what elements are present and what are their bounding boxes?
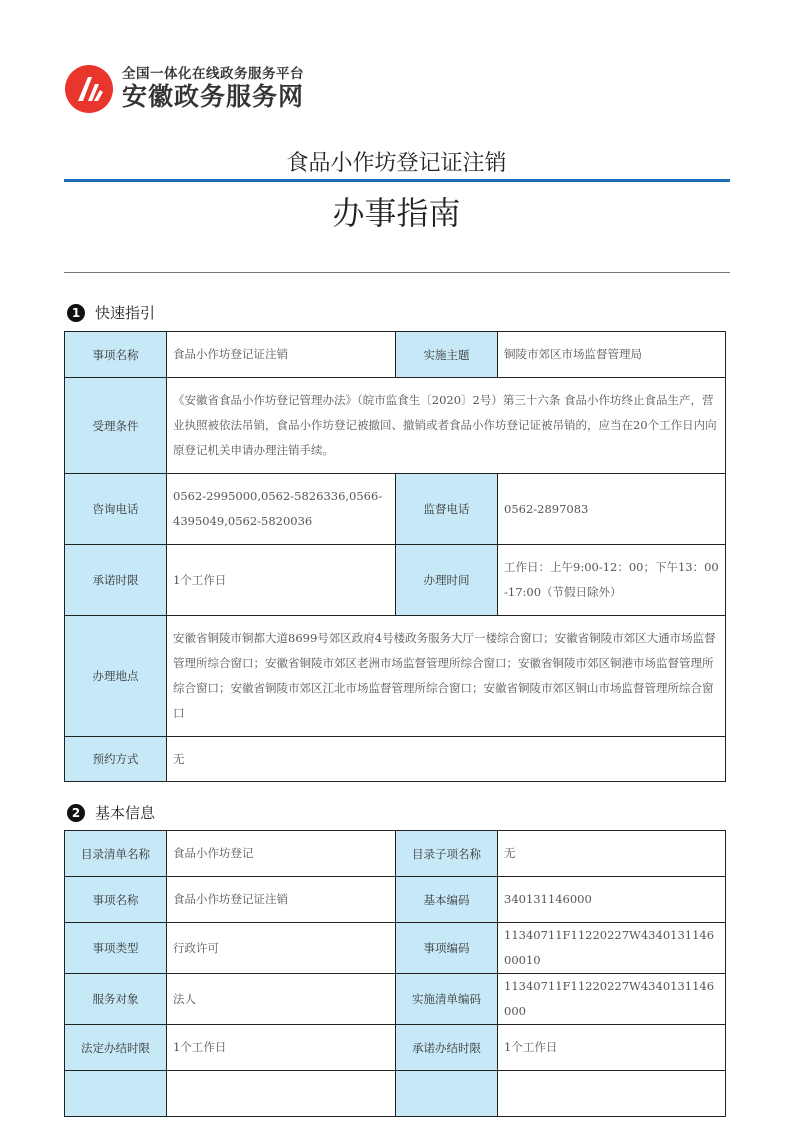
table-row xyxy=(65,616,726,737)
title-divider xyxy=(64,179,730,182)
location-label: 办理地点 xyxy=(65,616,167,737)
catalog-name-label: 目录清单名称 xyxy=(65,831,167,877)
document-subtitle: 办事指南 xyxy=(332,194,461,232)
table-row xyxy=(65,737,726,782)
empty-cell xyxy=(65,1071,167,1117)
supervise-phone-value: 0562-2897083 xyxy=(498,474,726,545)
consult-phone-label: 咨询电话 xyxy=(65,474,167,545)
section-title: 基本信息 xyxy=(95,804,156,822)
legal-limit-label: 法定办结时限 xyxy=(65,1025,167,1071)
item-name-value: 食品小作坊登记证注销 xyxy=(167,877,396,923)
basic-code-value: 340131146000 xyxy=(498,877,726,923)
empty-cell xyxy=(167,1071,396,1117)
table-row xyxy=(65,831,726,877)
legal-limit-value: 1个工作日 xyxy=(167,1025,396,1071)
platform-name: 全国一体化在线政务服务平台 xyxy=(122,66,304,82)
anhui-logo-icon xyxy=(64,64,114,114)
document-title: 食品小作坊登记证注销 xyxy=(286,151,507,176)
site-name: 安徽政务服务网 xyxy=(122,82,305,111)
item-code-value: 11340711F11220227W434013114600010 xyxy=(498,923,726,974)
section-number-badge: 2 xyxy=(67,804,85,822)
table-row xyxy=(65,1071,726,1117)
conditions-value: 《安徽省食品小作坊登记管理办法》（皖市监食生〔2020〕2号）第三十六条 食品小作坊终止食品生产，营业执照被依法吊销，食品小作坊登记被撤回、撤销或者食品小作坊登记证被吊销的，应当在20个工作日内向原登记机关申请办理注销手续。 xyxy=(167,378,726,474)
item-name-label: 事项名称 xyxy=(65,877,167,923)
implementer-value: 铜陵市郊区市场监督管理局 xyxy=(498,332,726,378)
conditions-label: 受理条件 xyxy=(65,378,167,474)
supervise-phone-label: 监督电话 xyxy=(396,474,498,545)
catalog-name-value: 食品小作坊登记 xyxy=(167,831,396,877)
item-code-label: 事项编码 xyxy=(396,923,498,974)
section-title: 快速指引 xyxy=(95,304,156,322)
promise-time-label: 承诺时限 xyxy=(65,545,167,616)
section-quick-guide-heading xyxy=(67,302,155,323)
service-target-label: 服务对象 xyxy=(65,974,167,1025)
catalog-sub-label: 目录子项名称 xyxy=(396,831,498,877)
promise-limit-label: 承诺办结时限 xyxy=(396,1025,498,1071)
office-hours-label: 办理时间 xyxy=(396,545,498,616)
item-name-label: 事项名称 xyxy=(65,332,167,378)
promise-time-value: 1个工作日 xyxy=(167,545,396,616)
implementer-label: 实施主题 xyxy=(396,332,498,378)
table-row xyxy=(65,974,726,1025)
table-row xyxy=(65,474,726,545)
item-type-label: 事项类型 xyxy=(65,923,167,974)
appointment-label: 预约方式 xyxy=(65,737,167,782)
section-number-badge: 1 xyxy=(67,304,85,322)
basic-info-table xyxy=(64,830,726,1117)
service-target-value: 法人 xyxy=(167,974,396,1025)
impl-list-code-label: 实施清单编码 xyxy=(396,974,498,1025)
empty-cell xyxy=(396,1071,498,1117)
basic-code-label: 基本编码 xyxy=(396,877,498,923)
table-row xyxy=(65,923,726,974)
empty-cell xyxy=(498,1071,726,1117)
office-hours-value: 工作日：上午9:00-12：00；下午13：00-17:00（节假日除外） xyxy=(498,545,726,616)
table-row xyxy=(65,332,726,378)
location-value: 安徽省铜陵市铜都大道8699号郊区政府4号楼政务服务大厅一楼综合窗口；安徽省铜陵市郊区大通市场监督管理所综合窗口；安徽省铜陵市郊区老洲市场监督管理所综合窗口；安徽省铜陵市郊区铜港市场监督管理所综合窗口；安徽省铜陵市郊区江北市场监督管理所综合窗口；安徽省铜陵市郊区铜山市场监督管理所综合窗口 xyxy=(167,616,726,737)
table-row xyxy=(65,877,726,923)
item-name-value: 食品小作坊登记证注销 xyxy=(167,332,396,378)
table-row xyxy=(65,1025,726,1071)
section-basic-info-heading xyxy=(67,802,155,823)
table-row xyxy=(65,378,726,474)
promise-limit-value: 1个工作日 xyxy=(498,1025,726,1071)
quick-guide-table xyxy=(64,331,726,782)
catalog-sub-value: 无 xyxy=(498,831,726,877)
table-row xyxy=(65,545,726,616)
appointment-value: 无 xyxy=(167,737,726,782)
consult-phone-value: 0562-2995000,0562-5826336,0566-4395049,0562-5820036 xyxy=(167,474,396,545)
site-logo[interactable] xyxy=(64,64,304,114)
item-type-value: 行政许可 xyxy=(167,923,396,974)
impl-list-code-value: 11340711F11220227W4340131146000 xyxy=(498,974,726,1025)
section-divider xyxy=(64,272,730,273)
